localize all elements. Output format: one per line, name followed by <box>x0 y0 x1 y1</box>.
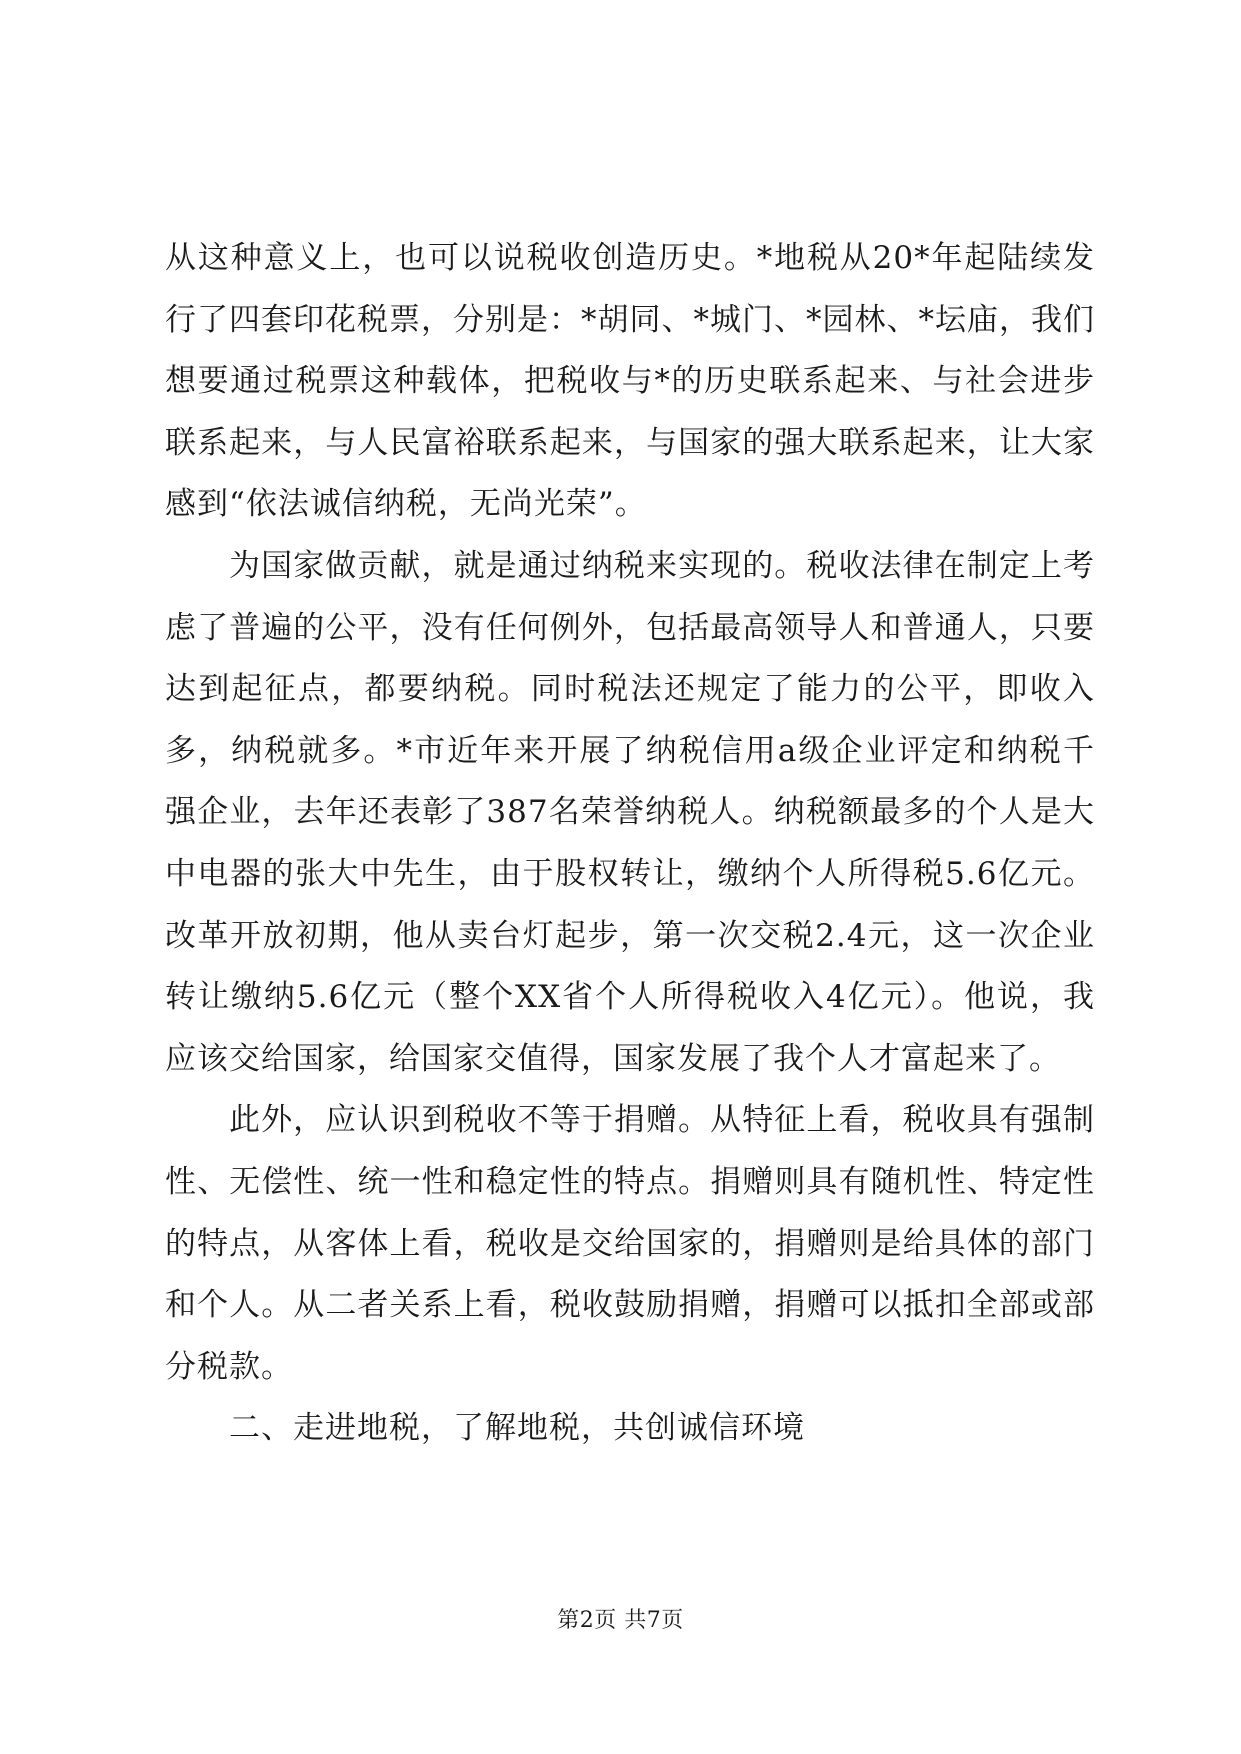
page-number: 第2页 共7页 <box>557 1608 684 1633</box>
document-body <box>165 228 1095 1460</box>
paragraph-contribution: 为国家做贡献，就是通过纳税来实现的。税收法律在制定上考虑了普遍的公平，没有任何例外，包括最高领导人和普通人，只要达到起征点，都要纳税。同时税法还规定了能力的公平，即收入多，纳税就多。*市近年来开展了纳税信用a级企业评定和纳税千强企业，去年还表彰了387名荣誉纳税人。纳税额最多的个人是大中电器的张大中先生，由于股权转让，缴纳个人所得税5.6亿元。改革开放初期，他从卖台灯起步，第一次交税2.4元，这一次企业转让缴纳5.6亿元（整个XX省个人所得税收入4亿元）。他说，我应该交给国家，给国家交值得，国家发展了我个人才富起来了。 <box>165 547 1095 1077</box>
paragraph-tax-vs-donation: 此外，应认识到税收不等于捐赠。从特征上看，税收具有强制性、无偿性、统一性和稳定性的特点。捐赠则具有随机性、特定性的特点，从客体上看，税收是交给国家的，捐赠则是给具体的部门和个人。从二者关系上看，税收鼓励捐赠，捐赠可以抵扣全部或部分税款。 <box>165 1102 1095 1385</box>
paragraph-history: 从这种意义上，也可以说税收创造历史。*地税从20*年起陆续发行了四套印花税票，分别是：*胡同、*城门、*园林、*坛庙，我们想要通过税票这种载体，把税收与*的历史联系起来、与社会进步联系起来，与人民富裕联系起来，与国家的强大联系起来，让大家感到“依法诚信纳税，无尚光荣”。 <box>165 240 1095 523</box>
page-footer <box>0 1606 1241 1636</box>
section-heading: 二、走进地税，了解地税，共创诚信环境 <box>229 1410 805 1447</box>
